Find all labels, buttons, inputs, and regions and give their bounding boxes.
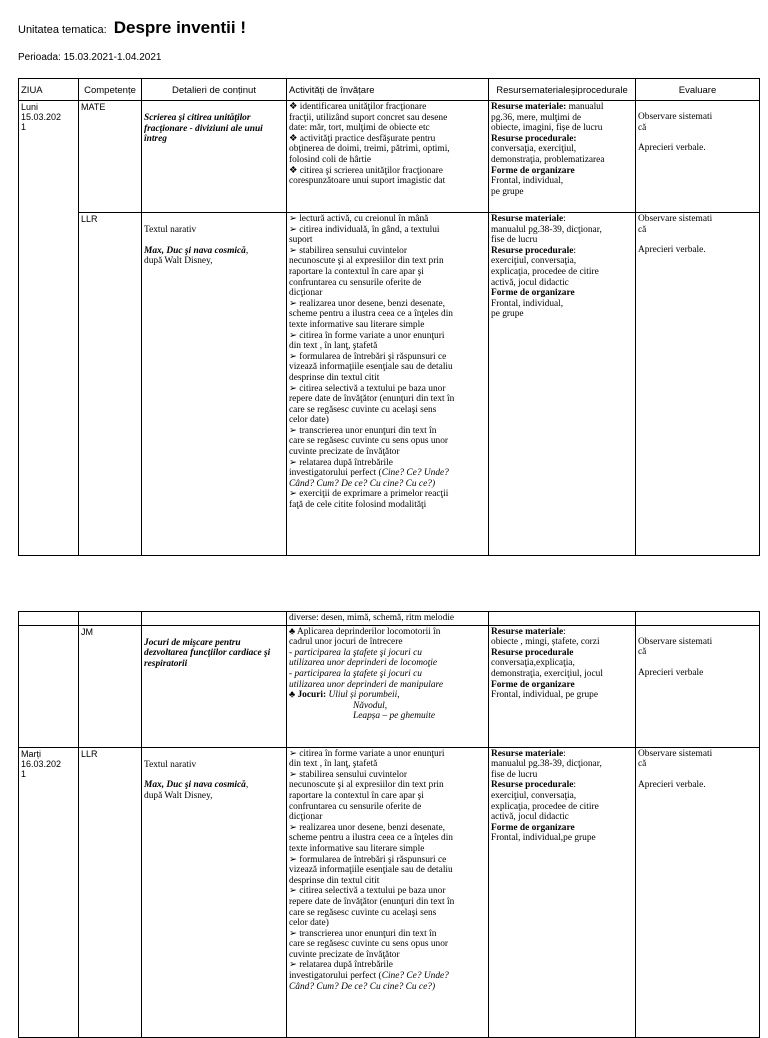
plan-table-1 <box>18 78 760 556</box>
res-line: exerciţiul, conversaţia, <box>491 790 577 801</box>
activity-line: raportare la contextul în care apar şi <box>289 790 424 801</box>
activity-line: ➢ lectură activă, cu creionul în mână <box>289 214 429 224</box>
activity-line: - participarea la ştafete şi jocuri cu <box>289 647 422 658</box>
competence-cell: JM <box>79 625 142 747</box>
activity-line: cuvinte precizate de învăţător <box>289 949 400 960</box>
table-row <box>19 612 760 626</box>
col-header-evaluation: Evaluare <box>636 79 760 101</box>
activities-cell <box>287 213 489 556</box>
day-cell <box>19 747 79 1037</box>
competence-cell: MATE <box>79 101 142 213</box>
activity-line: ➢ formularea de întrebări şi răspunsuri ce <box>289 854 447 865</box>
res-line: manualul pg.38-39, dicţionar, <box>491 224 602 235</box>
eval-line: Aprecieri verbale <box>638 667 704 678</box>
activity-prefix: investigatorului perfect ( <box>289 468 382 479</box>
content-author: după Walt Disney, <box>144 790 213 801</box>
activity-line: care se regăsesc cuvinte cu sens opus unor <box>289 939 449 950</box>
day-date-end: 1 <box>21 768 27 779</box>
activity-line: desprinse din textul citit <box>289 875 380 886</box>
period-line: Perioada: 15.03.2021-1.04.2021 <box>18 52 162 63</box>
eval-line: Observare sistemati <box>638 748 713 759</box>
activity-line: ➢ stabilirea sensului cuvintelor <box>289 769 407 780</box>
content-title: Scrierea şi citirea unităţilor fracţionare - diviziuni ale unui întreg <box>144 113 263 145</box>
res-proc-label: Resurse procedurale: <box>491 133 577 144</box>
content-cell <box>142 213 287 556</box>
content-genre: Textul narativ <box>144 759 197 770</box>
res-line: obiecte , mingi, ștafete, corzi <box>491 637 600 648</box>
res-mat-text: : <box>563 214 566 224</box>
eval-line: Aprecieri verbale. <box>638 143 706 154</box>
content-cell <box>142 625 287 747</box>
res-proc-text: : <box>573 245 576 256</box>
day-date-end: 1 <box>21 122 27 132</box>
res-line: exerciţiul, conversaţia, <box>491 256 577 267</box>
res-mat-text: : <box>563 748 566 759</box>
activity-line: date: măr, tort, mulţimi de obiecte etc <box>289 123 430 134</box>
activity-line: ♣ Aplicarea deprinderilor locomotorii în <box>289 626 441 637</box>
activity-line: necunoscute şi al expresiilor din text prin <box>289 256 444 267</box>
activity-line: necunoscute şi al expresiilor din text prin <box>289 780 444 791</box>
day-date: 15.03.202 <box>21 112 62 122</box>
activity-line: cadrul unor jocuri de întrecere <box>289 637 403 648</box>
content-comma: , <box>245 245 249 256</box>
activity-line: suport <box>289 235 313 246</box>
activities-cell <box>287 101 489 213</box>
res-proc-label: Resurse procedurale <box>491 647 574 658</box>
activities-cell: diverse: desen, mimă, schemă, ritm melodie <box>287 612 489 626</box>
activity-line: ➢ transcrierea unor enunţuri din text în <box>289 928 437 939</box>
day-name: Luni <box>21 102 39 112</box>
activity-line: scheme pentru a ilustra ceea ce a înţeles din <box>289 833 453 844</box>
content-genre: Textul narativ <box>144 225 197 235</box>
res-proc-label: Resurse procedurale <box>491 780 574 791</box>
eval-line: Aprecieri verbale. <box>638 779 706 790</box>
activity-questions: Când? Cum? De ce? Cu cine? Cu ce?) <box>289 981 436 992</box>
evaluation-cell <box>636 213 760 556</box>
content-title: Max, Duc şi nava cosmică <box>144 780 246 791</box>
evaluation-cell <box>636 747 760 1037</box>
resources-cell <box>489 747 636 1037</box>
activity-line: care se regăsesc cuvinte cu acelaşi sens <box>289 404 437 415</box>
activity-line: ➢ citirea în forme variate a unor enunţuri <box>289 330 445 341</box>
content-comma: , <box>245 780 249 791</box>
activity-line: vizează informaţiile esenţiale sau de detaliu <box>289 362 453 373</box>
org-line: Frontal, individual, <box>491 176 564 187</box>
org-label: Forme de organizare <box>491 165 575 176</box>
eval-line: Observare sistemati <box>638 112 713 122</box>
table-row <box>19 101 760 213</box>
activity-line: ❖ activităţi practice desfăşurate pentru <box>289 133 436 144</box>
col-header-resources: Resursematerialeșiprocedurale <box>489 79 636 101</box>
competence-cell: LLR <box>79 747 142 1037</box>
activity-line: raportare la contextul în care apar şi <box>289 266 424 277</box>
activity-line: ❖ identificarea unităţilor fracţionare <box>289 102 427 112</box>
org-line: pe grupe <box>491 309 524 320</box>
activity-line: ➢ citirea în forme variate a unor enunţuri <box>289 748 445 759</box>
activity-line: ➢ stabilirea sensului cuvintelor <box>289 245 407 256</box>
res-mat-label: Resurse materiale: <box>491 102 567 112</box>
eval-line: că <box>638 759 647 770</box>
activity-line: utilizarea unor deprinderi de manipulare <box>289 679 443 690</box>
unit-title: Despre inventii ! <box>113 18 246 37</box>
activity-line: confruntarea cu sensurile oferite de <box>289 277 422 288</box>
content-title: Max, Duc şi nava cosmică <box>144 245 246 256</box>
eval-line: Observare sistemati <box>638 636 713 647</box>
org-label: Forme de organizare <box>491 679 575 690</box>
games-label: ♣ Jocuri: <box>289 690 327 701</box>
activity-line: care se regăsesc cuvinte cu sens opus unor <box>289 436 449 447</box>
activity-line: fracţii, utilizând suport concret sau desene <box>289 112 448 123</box>
res-line: demonstraţia, exerciţiul, jocul <box>491 668 603 679</box>
activity-line: ➢ exerciţii de exprimare a primelor reacţii <box>289 489 449 500</box>
activity-line: ➢ relatarea după întrebările <box>289 457 393 468</box>
res-line: fise de lucru <box>491 235 538 246</box>
activity-line: ➢ citirea selectivă a textului pe baza unor <box>289 886 446 897</box>
day-date: 16.03.202 <box>21 758 62 769</box>
activity-line: din text , în lanţ, ştafetă <box>289 759 378 770</box>
activity-line: ➢ formularea de întrebări şi răspunsuri ce <box>289 351 447 362</box>
activity-line: care se regăsesc cuvinte cu acelaşi sens <box>289 907 437 918</box>
res-line: activă, jocul didactic <box>491 277 569 288</box>
eval-line: că <box>638 224 647 235</box>
activity-line: texte informative sau literare simple <box>289 319 425 330</box>
activity-line: repere date de învăţător (enunţuri din text în <box>289 896 455 907</box>
document-header <box>18 18 758 63</box>
res-proc-text: : <box>573 780 576 791</box>
content-title: Jocuri de mişcare pentru dezvoltarea funcţiilor cardiace şi respiratorii <box>144 637 271 669</box>
activity-line: ➢ citirea selectivă a textului pe baza unor <box>289 383 446 394</box>
activity-line: celor date) <box>289 918 329 929</box>
activity-line: utilizarea unor deprinderi de locomoţie <box>289 658 438 669</box>
res-line: explicaţia, procedee de citire <box>491 801 599 812</box>
game-item: Năvodul, <box>353 700 388 711</box>
resources-cell <box>489 101 636 213</box>
day-cell <box>19 101 79 556</box>
org-line: Frontal, individual,pe grupe <box>491 833 596 844</box>
res-line: pg.36, mere, mulţimi de <box>491 112 582 123</box>
game-item: Leapșa – pe ghemuite <box>353 711 436 722</box>
col-header-competences: Competențe <box>79 79 142 101</box>
activity-questions: Cine? Ce? Unde? <box>381 468 449 479</box>
res-mat-text: : <box>563 626 566 637</box>
res-line: manualul pg.38-39, dicţionar, <box>491 759 602 770</box>
col-header-activities: Activități de învățare <box>287 79 489 101</box>
day-name: Marți <box>21 748 41 759</box>
eval-line: că <box>638 647 647 658</box>
activity-line: faţă de cele citite folosind modalităţi <box>289 500 427 511</box>
evaluation-cell <box>636 101 760 213</box>
activity-line: dicţionar <box>289 288 323 299</box>
col-header-content: Detalieri de conținut <box>142 79 287 101</box>
activity-line: ➢ transcrierea unor enunţuri din text în <box>289 425 437 436</box>
unit-line <box>18 18 758 38</box>
activity-line: repere date de învăţător (enunţuri din text în <box>289 394 455 405</box>
activity-line: ➢ citirea individuală, în gând, a textului <box>289 224 440 235</box>
eval-line: că <box>638 122 647 133</box>
activity-line: texte informative sau literare simple <box>289 843 425 854</box>
activity-line: ➢ realizarea unor desene, benzi desenate, <box>289 298 445 309</box>
res-proc-label: Resurse procedurale <box>491 245 574 256</box>
unit-label: Unitatea tematica: <box>18 24 107 36</box>
org-label: Forme de organizare <box>491 288 575 299</box>
resources-cell <box>489 625 636 747</box>
table-row <box>19 213 760 556</box>
eval-line: Aprecieri verbale. <box>638 245 706 256</box>
activity-line: obţinerea de doimi, treimi, pătrimi, optimi, <box>289 144 450 155</box>
activity-line: din text , în lanţ, ştafetă <box>289 341 378 352</box>
res-mat-label: Resurse materiale <box>491 214 564 224</box>
resources-cell <box>489 213 636 556</box>
res-line: conversaţia, exerciţiul, <box>491 144 577 155</box>
res-mat-label: Resurse materiale <box>491 626 564 637</box>
res-mat-text: manualul <box>566 102 604 112</box>
res-line: activă, jocul didactic <box>491 812 569 823</box>
org-line: pe grupe <box>491 186 524 197</box>
res-line: obiecte, imagini, fișe de lucru <box>491 123 603 134</box>
activity-line: ❖ citirea şi scrierea unităţilor fracţionare <box>289 165 443 176</box>
activity-line: confruntarea cu sensurile oferite de <box>289 801 422 812</box>
activity-line: dicţionar <box>289 812 323 823</box>
activity-line: cuvinte precizate de învăţător <box>289 447 400 458</box>
table-header-row <box>19 79 760 101</box>
table-row <box>19 747 760 1037</box>
content-cell <box>142 101 287 213</box>
competence-cell: LLR <box>79 213 142 556</box>
activity-line: - participarea la ştafete şi jocuri cu <box>289 668 422 679</box>
content-cell <box>142 747 287 1037</box>
activity-line: corespunzătoare unui suport imagistic dat <box>289 176 446 187</box>
res-line: explicaţia, procedee de citire <box>491 266 599 277</box>
activity-line: folosind coli de hârtie <box>289 154 372 165</box>
res-line: fise de lucru <box>491 769 538 780</box>
game-item: Uliul și porumbeii, <box>328 690 400 701</box>
org-line: Frontal, individual, <box>491 298 564 309</box>
activity-line: ➢ realizarea unor desene, benzi desenate, <box>289 822 445 833</box>
activities-cell <box>287 625 489 747</box>
activity-questions: Cine? Ce? Unde? <box>381 971 449 982</box>
plan-table-2 <box>18 611 760 1038</box>
activity-line: vizează informaţiile esenţiale sau de detaliu <box>289 865 453 876</box>
org-label: Forme de organizare <box>491 822 575 833</box>
res-line: conversaţia,explicaţia, <box>491 658 575 669</box>
eval-line: Observare sistemati <box>638 214 713 224</box>
activity-questions: Când? Cum? De ce? Cu cine? Cu ce?) <box>289 478 436 489</box>
content-author: după Walt Disney, <box>144 256 213 267</box>
activities-cell <box>287 747 489 1037</box>
res-mat-label: Resurse materiale <box>491 748 564 759</box>
res-line: demonstraţia, problematizarea <box>491 154 605 165</box>
evaluation-cell <box>636 625 760 747</box>
activity-line: ➢ relatarea după întrebările <box>289 960 393 971</box>
table-row <box>19 625 760 747</box>
col-header-day: ZIUA <box>19 79 79 101</box>
activity-prefix: investigatorului perfect ( <box>289 971 382 982</box>
activity-line: scheme pentru a ilustra ceea ce a înţeles din <box>289 309 453 320</box>
activity-line: celor date) <box>289 415 329 426</box>
org-line: Frontal, individual, pe grupe <box>491 690 599 701</box>
activity-line: desprinse din textul citit <box>289 372 380 383</box>
